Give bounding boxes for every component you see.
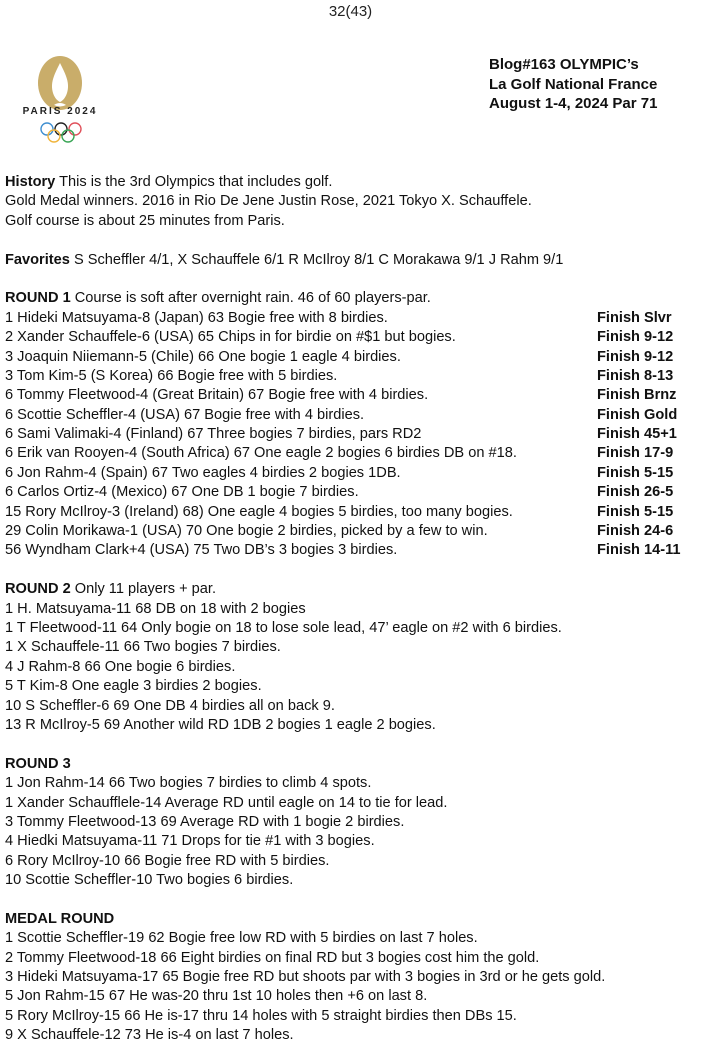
round2-row: 1 T Fleetwood-11 64 Only bogie on 18 to lose sole lead, 47’ eagle on #2 with 6 birdies. [5,619,562,636]
finish-position: Finish 5-15 [597,464,674,481]
round2-row: 13 R McIlroy-5 69 Another wild RD 1DB 2 bogies 1 eagle 2 bogies. [5,716,436,733]
round1-row [5,309,697,328]
history-text: This is the 3rd Olympics that includes golf. [55,174,333,190]
history-line [5,173,697,192]
round2-row: 5 T Kim-8 One eagle 3 birdies 2 bogies. [5,678,262,695]
finish-position: Finish 26-5 [597,484,674,501]
finish-position: Finish 24-6 [597,523,674,540]
page-number: 32(43) [328,3,373,20]
round2-heading [5,580,697,599]
round2-label: ROUND 2 [5,581,71,598]
round2-text: Only 11 players + par. [70,581,217,598]
player-result: 6 Sami Valimaki-4 (Finland) 67 Three bogies 7 birdies, pars RD2 [5,426,422,443]
round1-text: Course is soft after overnight rain. 46 of 60 players-par. [70,290,431,307]
player-result: 6 Erik van Rooyen-4 (South Africa) 67 One eagle 2 bogies 6 birdies DB on #18. [5,445,517,462]
venue-line: La Golf National France [489,75,658,93]
round2-row: 4 J Rahm-8 66 One bogie 6 birdies. [5,658,236,675]
favorites-label: Favorites [5,251,70,268]
player-result: 3 Joaquin Niiemann-5 (Chile) 66 One bogie 1 eagle 4 birdies. [5,348,401,365]
player-result: 29 Colin Morikawa-1 (USA) 70 One bogie 2 birdies, picked by a few to win. [5,523,488,540]
paris-2024-text: PARIS 2024 [22,106,98,117]
round3-row: 1 Xander Schaufflele-14 Average RD until eagle on 14 to tie for lead. [5,794,448,811]
round3-row: 3 Tommy Fleetwood-13 69 Average RD with 1 bogie 2 birdies. [5,813,405,830]
player-result: 3 Tom Kim-5 (S Korea) 66 Bogie free with 5 birdies. [5,367,338,384]
round1-heading [5,289,697,308]
round3-row: 1 Jon Rahm-14 66 Two bogies 7 birdies to climb 4 spots. [5,775,372,792]
round3-row: 4 Hiedki Matsuyama-11 71 Drops for tie #1 with 3 bogies. [5,833,375,850]
document-body [5,173,697,1046]
round1-row [5,483,697,502]
round1-row [5,425,697,444]
finish-position: Finish Slvr [597,309,672,326]
round1-row [5,367,697,386]
round1-row [5,348,697,367]
finish-position: Finish 9-12 [597,348,674,365]
finish-position: Finish 9-12 [597,329,674,346]
round3-row: 6 Rory McIlroy-10 66 Bogie free RD with 5 birdies. [5,852,330,869]
round2-row: 1 H. Matsuyama-11 68 DB on 18 with 2 bogies [5,600,306,617]
player-result: 1 Hideki Matsuyama-8 (Japan) 63 Bogie free with 8 birdies. [5,309,388,326]
player-result: 6 Carlos Ortiz-4 (Mexico) 67 One DB 1 bogie 7 birdies. [5,484,359,501]
date-par-line: August 1-4, 2024 Par 71 [489,95,658,112]
round2-row: 1 X Schauffele-11 66 Two bogies 7 birdies. [5,639,281,656]
round1-row [5,464,697,483]
finish-position: Finish Gold [597,406,678,423]
player-result: 56 Wyndham Clark+4 (USA) 75 Two DB’s 3 bogies 3 birdies. [5,542,398,559]
player-result: 2 Xander Schauffele-6 (USA) 65 Chips in for birdie on #$1 but bogies. [5,329,456,346]
medal-round-row: 2 Tommy Fleetwood-18 66 Eight birdies on final RD but 3 bogies cost him the gold. [5,949,540,966]
finish-position: Finish 5-15 [597,503,674,520]
finish-position: Finish 17-9 [597,445,674,462]
round1-row [5,444,697,463]
round1-row [5,386,697,405]
finish-position: Finish 14-11 [597,542,681,559]
finish-position: Finish Brnz [597,387,677,404]
round3-label: ROUND 3 [5,755,71,772]
round1-row [5,522,697,541]
paris-2024-logo [18,52,102,148]
medal-round-row: 9 X Schauffele-12 73 He is-4 on last 7 holes. [5,1027,294,1044]
favorites-line [5,251,697,270]
favorites-text: S Scheffler 4/1, X Schauffele 6/1 R McIlroy 8/1 C Morakawa 9/1 J Rahm 9/1 [69,251,564,268]
player-result: 15 Rory McIlroy-3 (Ireland) 68) One eagle 4 bogies 5 birdies, too many bogies. [5,503,513,520]
player-result: 6 Scottie Scheffler-4 (USA) 67 Bogie free with 4 birdies. [5,406,365,423]
round2-row: 10 S Scheffler-6 69 One DB 4 birdies all on back 9. [5,697,335,714]
round3-heading [5,755,697,774]
round3-row: 10 Scottie Scheffler-10 Two bogies 6 birdies. [5,872,294,889]
history-line: Gold Medal winners. 2016 in Rio De Jene Justin Rose, 2021 Tokyo X. Schauffele. [5,193,532,210]
blog-title-block [489,55,657,114]
round1-row [5,328,697,347]
finish-position: Finish 8-13 [597,367,674,384]
medal-round-row: 3 Hideki Matsuyama-17 65 Bogie free RD but shoots par with 3 bogies in 3rd or he gets gold. [5,969,606,986]
round1-row [5,406,697,425]
round1-row [5,541,697,560]
olympic-rings-icon [40,121,82,145]
medal-round-row: 1 Scottie Scheffler-19 62 Bogie free low RD with 5 birdies on last 7 holes. [5,930,478,947]
medal-round-row: 5 Rory McIlroy-15 66 He is-17 thru 14 holes with 5 straight birdies then DBs 15. [5,1007,517,1024]
round1-row [5,503,697,522]
player-result: 6 Jon Rahm-4 (Spain) 67 Two eagles 4 birdies 2 bogies 1DB. [5,464,401,481]
blog-title-line: Blog#163 OLYMPIC’s [489,56,639,73]
round1-label: ROUND 1 [5,290,71,307]
medal-round-row: 5 Jon Rahm-15 67 He was-20 thru 1st 10 holes then +6 on last 8. [5,988,428,1005]
medal-round-label: MEDAL ROUND [5,910,115,927]
finish-position: Finish 45+1 [597,426,677,443]
player-result: 6 Tommy Fleetwood-4 (Great Britain) 67 Bogie free with 4 birdies. [5,387,429,404]
history-line: Golf course is about 25 minutes from Paris. [5,212,285,229]
history-label: History [5,174,56,190]
medal-round-heading [5,910,697,929]
